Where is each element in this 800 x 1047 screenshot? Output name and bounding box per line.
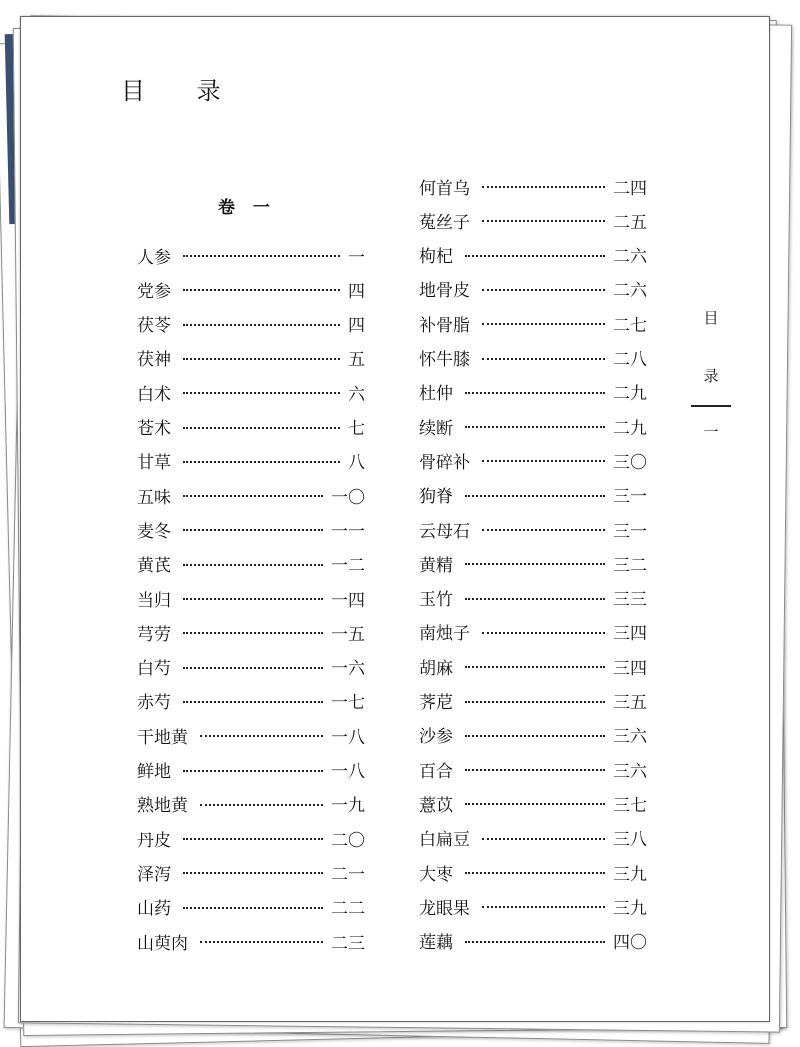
toc-entry-page: 二〇 (331, 830, 365, 851)
side-tab-char: 目 (703, 309, 719, 327)
toc-entry (419, 551, 647, 575)
toc-entry-page: 一 (348, 247, 365, 268)
toc-entry (137, 860, 365, 884)
toc-entry-name: 五味 (137, 487, 171, 508)
toc-entry-page: 二九 (613, 418, 647, 439)
toc-entry (137, 552, 365, 576)
toc-entry (419, 894, 647, 918)
toc-leader-dots (465, 767, 605, 771)
toc-leader-dots (183, 870, 323, 874)
toc-entry-page: 三三 (613, 590, 647, 611)
toc-entry (419, 860, 647, 884)
toc-entry (419, 483, 647, 507)
toc-entry-name: 沙参 (419, 727, 453, 748)
toc-entry-page: 三六 (613, 727, 647, 748)
toc-entry (419, 517, 647, 541)
toc-entry-name: 白芍 (137, 659, 171, 680)
toc-entry (419, 620, 647, 644)
toc-entry-name: 南烛子 (419, 624, 470, 645)
toc-entry (137, 415, 365, 439)
toc-entry-name: 山萸肉 (137, 933, 188, 954)
toc-entry (419, 723, 647, 747)
toc-entry (137, 723, 365, 747)
toc-leader-dots (465, 596, 605, 600)
toc-entry-page: 三二 (613, 555, 647, 576)
toc-leader-dots (183, 253, 340, 257)
toc-entry-name: 大枣 (419, 864, 453, 885)
toc-entry-page: 三六 (613, 761, 647, 782)
toc-entry-page: 二四 (613, 178, 647, 199)
toc-entry (137, 826, 365, 850)
toc-entry-name: 薏苡 (419, 795, 453, 816)
volume-heading: 卷 一 (218, 198, 276, 218)
toc-leader-dots (465, 801, 605, 805)
toc-entry-name: 黄芪 (137, 556, 171, 577)
toc-entry-page: 三〇 (613, 452, 647, 473)
toc-leader-dots (183, 322, 340, 326)
toc-entry-name: 何首乌 (419, 178, 470, 199)
toc-entry-name: 党参 (137, 281, 171, 302)
toc-entry-name: 云母石 (419, 521, 470, 542)
toc-leader-dots (183, 287, 340, 291)
toc-leader-dots (465, 253, 605, 257)
toc-leader-dots (183, 630, 323, 634)
toc-entry-name: 甘草 (137, 453, 171, 474)
toc-entry-page: 二六 (613, 247, 647, 268)
document-page (20, 16, 770, 1022)
toc-entry-name: 泽泻 (137, 864, 171, 885)
toc-entry-name: 人参 (137, 247, 171, 268)
toc-entry (419, 346, 647, 370)
toc-entry-name: 黄精 (419, 555, 453, 576)
toc-entry (419, 654, 647, 678)
toc-leader-dots (183, 425, 340, 429)
toc-leader-dots (200, 939, 323, 943)
toc-entry-page: 一〇 (331, 487, 365, 508)
page-number: 一 (703, 423, 719, 441)
toc-entry-name: 赤芍 (137, 693, 171, 714)
toc-entry (419, 929, 647, 953)
toc-entry-name: 熟地黄 (137, 796, 188, 817)
toc-entry-name: 丹皮 (137, 830, 171, 851)
toc-entry-page: 三四 (613, 624, 647, 645)
toc-entry-page: 三四 (613, 658, 647, 679)
toc-entry-name: 莲藕 (419, 933, 453, 954)
toc-entry-name: 茯苓 (137, 316, 171, 337)
toc-entry (419, 689, 647, 713)
toc-entry-page: 二七 (613, 315, 647, 336)
toc-entry-page: 二五 (613, 212, 647, 233)
toc-entry (419, 791, 647, 815)
toc-entry (137, 620, 365, 644)
toc-leader-dots (465, 664, 605, 668)
toc-leader-dots (183, 562, 323, 566)
toc-entry-name: 续断 (419, 418, 453, 439)
toc-leader-dots (183, 768, 323, 772)
toc-entry-name: 鲜地 (137, 762, 171, 782)
toc-entry-page: 三九 (613, 898, 647, 919)
toc-leader-dots (465, 493, 605, 497)
toc-entry (137, 517, 365, 541)
toc-entry (137, 380, 365, 404)
toc-entry-page: 二六 (613, 281, 647, 302)
toc-leader-dots (183, 459, 340, 463)
toc-entry-name: 荠苨 (419, 693, 453, 713)
toc-leader-dots (482, 458, 605, 462)
toc-entry (419, 208, 647, 232)
toc-entry (137, 483, 365, 507)
toc-leader-dots (183, 596, 323, 600)
toc-entry (137, 895, 365, 919)
toc-entry-name: 狗脊 (419, 487, 453, 508)
toc-leader-dots (200, 802, 323, 806)
toc-entry (419, 757, 647, 781)
toc-entry-page: 三八 (613, 830, 647, 851)
toc-leader-dots (482, 184, 605, 188)
toc-entry-name: 山药 (137, 899, 171, 920)
toc-leader-dots (465, 390, 605, 394)
toc-entry (419, 174, 647, 198)
toc-entry-name: 枸杞 (419, 247, 453, 268)
toc-entry-page: 三一 (613, 487, 647, 508)
toc-entry (137, 586, 365, 610)
toc-entry-name: 杜仲 (419, 384, 453, 405)
toc-entry (137, 929, 365, 953)
toc-entry-name: 玉竹 (419, 590, 453, 611)
toc-leader-dots (482, 356, 605, 360)
toc-entry-name: 龙眼果 (419, 898, 470, 919)
toc-entry-name: 当归 (137, 590, 171, 611)
side-tab-rule (691, 405, 731, 407)
toc-leader-dots (183, 493, 323, 497)
toc-leader-dots (465, 733, 605, 737)
page-title: 目 录 (121, 77, 243, 105)
toc-entry-page: 一九 (331, 796, 365, 817)
toc-entry-name: 骨碎补 (419, 452, 470, 473)
toc-leader-dots (465, 939, 605, 943)
toc-entry (137, 449, 365, 473)
toc-entry-name: 地骨皮 (419, 281, 470, 302)
toc-entry-page: 三一 (613, 521, 647, 542)
toc-entry (137, 277, 365, 301)
toc-entry-page: 二二 (331, 899, 365, 920)
toc-entry-page: 一七 (331, 693, 365, 714)
toc-entry-name: 白扁豆 (419, 830, 470, 851)
toc-leader-dots (465, 424, 605, 428)
toc-entry-page: 二一 (331, 864, 365, 885)
toc-entry-page: 一一 (331, 521, 365, 542)
toc-entry-name: 菟丝子 (419, 212, 470, 233)
toc-entry-name: 茯神 (137, 350, 171, 371)
toc-entry-name: 干地黄 (137, 727, 188, 748)
toc-entry-page: 七 (348, 419, 365, 439)
toc-leader-dots (183, 665, 323, 669)
toc-entry (419, 380, 647, 404)
side-tab-char: 录 (703, 367, 719, 385)
toc-entry (137, 312, 365, 336)
toc-entry-page: 三五 (613, 693, 647, 713)
toc-leader-dots (482, 218, 605, 222)
toc-leader-dots (482, 904, 605, 908)
toc-entry (419, 826, 647, 850)
toc-leader-dots (183, 356, 340, 360)
toc-entry-page: 一四 (331, 590, 365, 611)
toc-entry (137, 243, 365, 267)
toc-leader-dots (482, 630, 605, 634)
toc-entry-page: 一八 (331, 727, 365, 748)
toc-entry (419, 586, 647, 610)
toc-entry-page: 一八 (331, 762, 365, 782)
toc-entry (137, 758, 365, 782)
toc-leader-dots (183, 836, 323, 840)
toc-entry (419, 414, 647, 438)
toc-entry-page: 四 (348, 281, 365, 302)
toc-leader-dots (465, 561, 605, 565)
toc-leader-dots (482, 287, 605, 291)
toc-entry-page: 四 (348, 316, 365, 337)
toc-entry-page: 四〇 (613, 933, 647, 954)
toc-leader-dots (183, 905, 323, 909)
toc-entry (137, 655, 365, 679)
toc-entry-page: 二八 (613, 350, 647, 370)
toc-entry (419, 277, 647, 301)
toc-entry (419, 243, 647, 267)
toc-entry-name: 白术 (137, 384, 171, 405)
toc-entry-name: 怀牛膝 (419, 350, 470, 370)
toc-leader-dots (200, 733, 323, 737)
toc-entry-page: 三九 (613, 864, 647, 885)
toc-entry (137, 346, 365, 370)
toc-entry-page: 六 (348, 384, 365, 405)
toc-entry-page: 二三 (331, 933, 365, 954)
toc-leader-dots (465, 870, 605, 874)
toc-entry (419, 448, 647, 472)
toc-entry-name: 补骨脂 (419, 315, 470, 336)
toc-entry-page: 五 (348, 350, 365, 371)
toc-entry-page: 一五 (331, 624, 365, 645)
toc-leader-dots (183, 390, 340, 394)
toc-entry-page: 三七 (613, 795, 647, 816)
toc-leader-dots (465, 699, 605, 703)
toc-leader-dots (183, 699, 323, 703)
toc-entry-name: 百合 (419, 761, 453, 782)
toc-leader-dots (183, 527, 323, 531)
toc-entry (419, 311, 647, 335)
toc-entry-name: 苍术 (137, 419, 171, 439)
toc-entry-page: 一二 (331, 556, 365, 577)
toc-entry-name: 胡麻 (419, 658, 453, 679)
toc-entry-name: 麦冬 (137, 521, 171, 542)
toc-entry-page: 一六 (331, 659, 365, 680)
toc-entry-page: 二九 (613, 384, 647, 405)
toc-entry (137, 689, 365, 713)
toc-leader-dots (482, 321, 605, 325)
toc-entry (137, 792, 365, 816)
toc-entry-page: 八 (348, 453, 365, 474)
toc-leader-dots (482, 527, 605, 531)
toc-leader-dots (482, 836, 605, 840)
toc-entry-name: 芎劳 (137, 624, 171, 645)
